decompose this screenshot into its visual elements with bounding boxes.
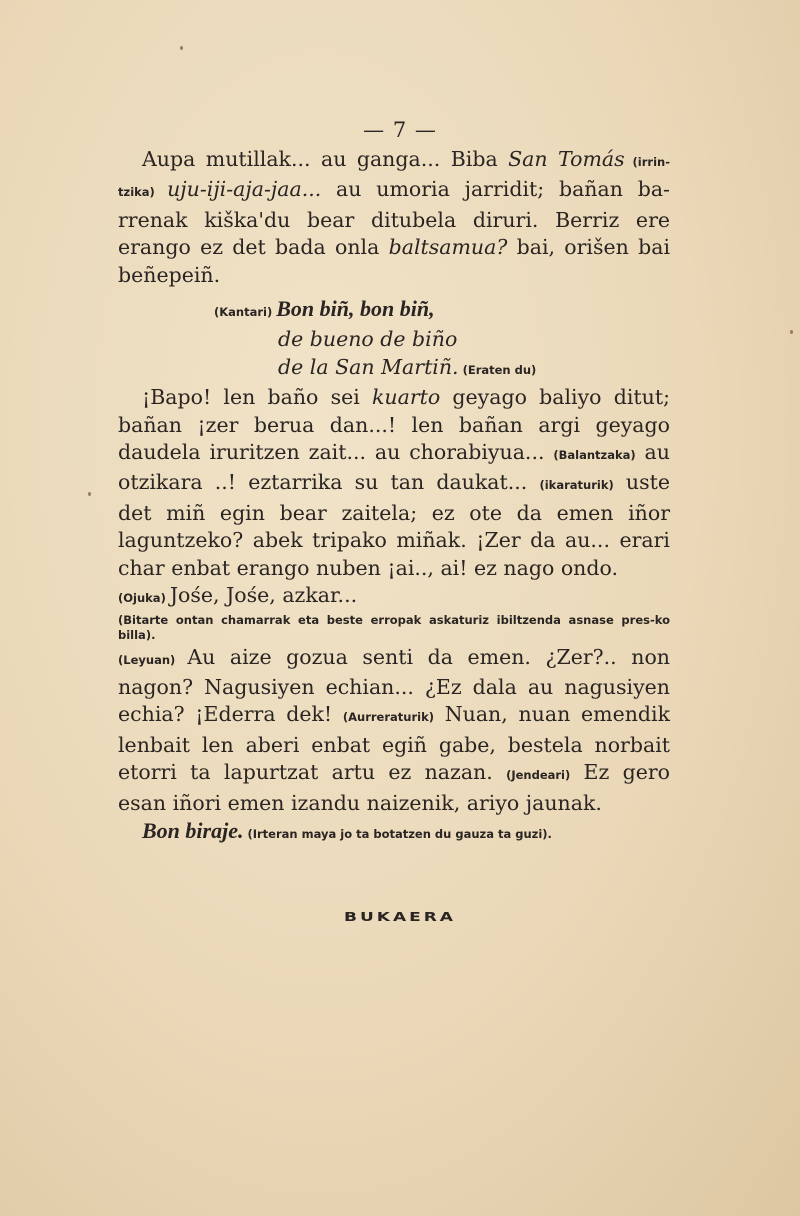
text-run: uste det miñ egin bear zaitela; ez ote da emen iñor laguntzeko? abek tripako miñak. ¡Zer da au... erari char enbat erango nuben ¡ai.., ai! ez nago ondo. [118, 470, 671, 580]
body-text [118, 146, 670, 848]
ending-heading: BUKAERA [344, 909, 456, 925]
paragraph [118, 644, 670, 817]
stage-direction: (Balantzaka) [553, 448, 636, 463]
text-run: bai, orišen bai beñepeiñ. [118, 235, 671, 287]
page-number: — 7 — [363, 118, 437, 142]
stage-direction: (Jendeari) [506, 768, 571, 783]
paragraph [118, 384, 670, 582]
text-run: Au aize gozua senti da emen. ¿Zer?.. non nagon? Nagusiyen echian... ¿Ez dala au nagusiyen echia? ¡Ederra dek! [118, 644, 670, 727]
stage-direction: (irrin-tzika) [118, 155, 670, 200]
italic-run: uju-iji-aja-jaa... [167, 177, 322, 202]
paper-speck [88, 492, 91, 496]
stage-direction: (ikaraturik) [539, 478, 614, 493]
stage-direction: (Irteran maya jo ta botatzen du gauza ta guzi). [243, 826, 552, 841]
stage-direction: (Ojuka) [118, 591, 170, 606]
text-run: geyago baliyo ditut; bañan ¡zer berua dan...! len bañan argi geyago daudela iruritzen zait... au chorabiyua... [118, 385, 670, 465]
text-run: Nuan, nuan emendik lenbait len aberi enbat egiñ gabe, bestela norbait etorri ta lapurtzat artu ez nazan. [118, 702, 671, 785]
verse-line [118, 354, 670, 384]
verse-line [118, 295, 670, 326]
text-run: Jośe, Jośe, azkar... [169, 583, 358, 608]
stage-note: (Bitarte ontan chamarrak eta beste erropak askaturiz ibiltzenda asnase pres-ko billa). [118, 612, 670, 642]
paper-speck [790, 330, 793, 334]
text-run: au otzikara ..! eztarrika su tan daukat... [118, 440, 670, 495]
paragraph [118, 582, 670, 612]
song-line: de la San Martiñ. [278, 354, 459, 379]
song-line: Bon biñ, bon biñ, [276, 296, 435, 322]
italic-run: San Tomás [508, 147, 625, 171]
song-line: de bueno de biño [278, 327, 458, 352]
paragraph [118, 817, 670, 848]
italic-run: baltsamua? [388, 235, 508, 260]
paragraph [118, 146, 670, 289]
paper-speck [180, 46, 183, 50]
italic-run: kuarto [372, 385, 441, 410]
verse-line [118, 326, 670, 353]
text-run: Ez gero esan iñori emen izandu naizenik, ariyo jaunak. [118, 760, 670, 815]
stage-direction: (Eraten du) [458, 362, 537, 377]
italic-run: Bon biraje. [142, 817, 244, 843]
text-run: au umoria jarridit; bañan ba-rrenak kiška'du bear ditubela diruri. Berriz ere erango ez det bada onla [118, 177, 670, 260]
stage-direction: (Aurreraturik) [342, 710, 434, 725]
text-run: Aupa mutillak... au ganga... Biba [142, 147, 509, 171]
stage-direction: (Leyuan) [118, 652, 188, 667]
text-run: ¡Bapo! len baño sei [142, 385, 372, 410]
stage-direction: (Kantari) [214, 305, 277, 320]
